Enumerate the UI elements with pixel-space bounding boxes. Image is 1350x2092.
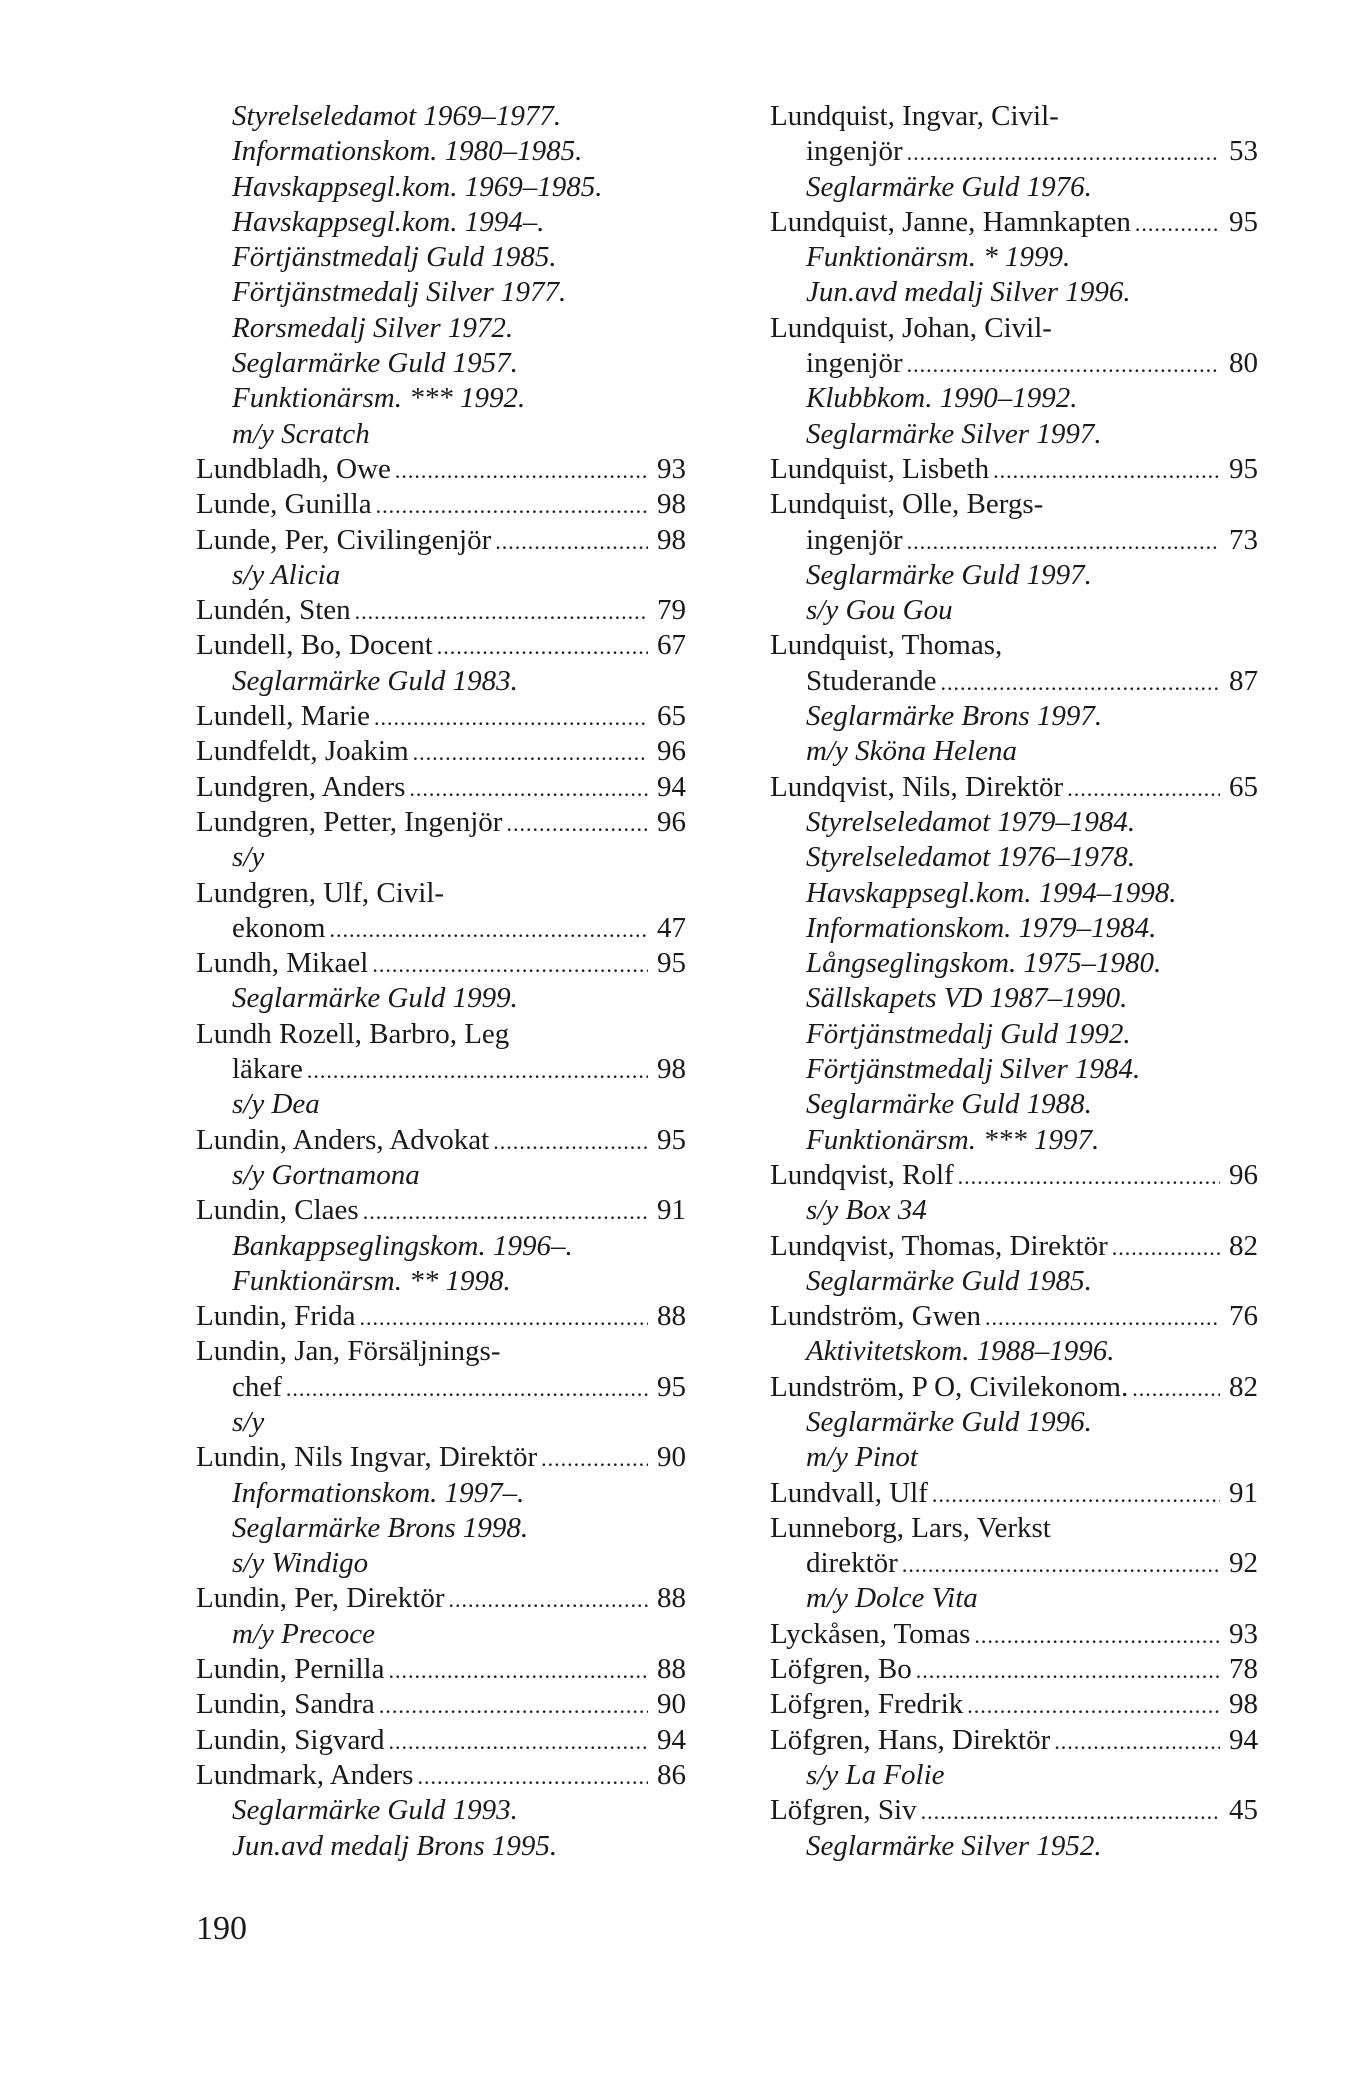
dot-leader: [395, 453, 648, 488]
dot-leader: [437, 629, 648, 664]
entry-text: Lundmark, Anders: [196, 1758, 414, 1791]
entry-text: Bankappseglingskom. 1996–.: [232, 1229, 573, 1262]
entry-text: Lundqvist, Nils, Direktör: [770, 770, 1064, 803]
entry-text: Informationskom. 1979–1984.: [806, 911, 1157, 944]
entry-note: [770, 734, 1258, 769]
dot-leader: [541, 1441, 648, 1476]
entry-text: Lundin, Anders, Advokat: [196, 1123, 490, 1156]
entry-text: Lundquist, Ingvar, Civil-: [770, 100, 1059, 132]
entry-text: Lundgren, Anders: [196, 770, 406, 803]
dot-leader: [902, 1547, 1220, 1582]
dot-leader: [940, 665, 1220, 700]
dot-leader: [967, 1688, 1220, 1723]
index-entry: [196, 1123, 686, 1158]
entry-page-ref: 47: [657, 911, 686, 944]
entry-note: [770, 946, 1258, 981]
entry-text: Lunde, Gunilla: [196, 488, 372, 521]
entry-text: Seglarmärke Silver 1952.: [806, 1829, 1102, 1862]
dot-leader: [379, 1688, 648, 1723]
entry-page-ref: 82: [1229, 1370, 1258, 1403]
entry-note: [770, 240, 1258, 275]
entry-page-ref: 76: [1229, 1300, 1258, 1333]
entry-page-ref: 67: [657, 629, 686, 662]
dot-leader: [409, 771, 648, 806]
entry-page-ref: 98: [657, 488, 686, 521]
entry-text: Lundell, Marie: [196, 700, 370, 733]
entry-name-wrapped: [196, 1017, 686, 1052]
entry-note: [770, 1440, 1258, 1475]
entry-note: [770, 981, 1258, 1016]
entry-text: ingenjör: [806, 347, 903, 380]
entry-note: [196, 1829, 686, 1864]
entry-text: Havskappsegl.kom. 1994–1998.: [806, 876, 1177, 909]
dot-leader: [907, 135, 1220, 170]
index-entry: [770, 1158, 1258, 1193]
entry-note: [196, 558, 686, 593]
entry-text: Lundin, Claes: [196, 1194, 359, 1227]
entry-note: [770, 558, 1258, 593]
entry-text: Lundqvist, Thomas, Direktör: [770, 1229, 1108, 1262]
index-entry: [196, 770, 686, 805]
entry-text: Styrelseledamot 1969–1977.: [232, 100, 562, 132]
index-column-left: [196, 99, 686, 1864]
entry-text: Lundell, Bo, Docent: [196, 629, 433, 662]
index-entry: [770, 205, 1258, 240]
entry-text: Lundquist, Thomas,: [770, 629, 1003, 662]
page-number: 190: [196, 1910, 247, 1947]
entry-text: Lundvall, Ulf: [770, 1476, 928, 1509]
entry-text: s/y Windigo: [232, 1547, 369, 1580]
entry-name-wrapped: [770, 99, 1258, 134]
dot-leader: [388, 1653, 648, 1688]
dot-leader: [372, 947, 648, 982]
dot-leader: [974, 1618, 1220, 1653]
entry-note: [770, 1052, 1258, 1087]
entry-text: Havskappsegl.kom. 1994–.: [232, 205, 545, 238]
entry-note: [770, 1758, 1258, 1793]
entry-note: [196, 1511, 686, 1546]
dot-leader: [449, 1582, 648, 1617]
entry-text: Lundin, Jan, Försäljnings-: [196, 1335, 501, 1368]
entry-text: Lundgren, Ulf, Civil-: [196, 876, 445, 909]
index-entry: [196, 699, 686, 734]
entry-page-ref: 53: [1229, 135, 1258, 168]
entry-text: chef: [232, 1370, 282, 1403]
entry-note: [770, 1087, 1258, 1122]
entry-text: Förtjänstmedalj Guld 1985.: [232, 241, 557, 274]
entry-text: m/y Scratch: [232, 417, 370, 450]
dot-leader: [1112, 1230, 1220, 1265]
entry-note: [196, 1793, 686, 1828]
index-entry: [196, 734, 686, 769]
entry-note: [770, 911, 1258, 946]
entry-page-ref: 82: [1229, 1229, 1258, 1262]
entry-text: Lyckåsen, Tomas: [770, 1617, 971, 1650]
entry-page-ref: 90: [657, 1441, 686, 1474]
entry-page-ref: 79: [657, 594, 686, 627]
index-entry: [770, 1476, 1258, 1511]
entry-text: Seglarmärke Guld 1985.: [806, 1264, 1092, 1297]
entry-text: Styrelseledamot 1976–1978.: [806, 841, 1136, 874]
entry-text: Lundström, Gwen: [770, 1300, 982, 1333]
dot-leader: [932, 1477, 1220, 1512]
entry-text: Lundh Rozell, Barbro, Leg: [196, 1017, 510, 1050]
dot-leader: [495, 524, 648, 559]
entry-note: [770, 1123, 1258, 1158]
entry-continuation: [196, 1370, 686, 1405]
entry-text: Lundström, P O, Civilekonom.: [770, 1370, 1129, 1403]
dot-leader: [307, 1053, 648, 1088]
index-entry: [770, 1793, 1258, 1828]
index-entry: [196, 1758, 686, 1793]
dot-leader: [417, 1759, 648, 1794]
entry-page-ref: 98: [1229, 1688, 1258, 1721]
entry-page-ref: 95: [657, 1370, 686, 1403]
index-entry: [196, 1581, 686, 1616]
entry-note: [196, 664, 686, 699]
entry-text: Seglarmärke Guld 1999.: [232, 982, 518, 1015]
entry-text: Aktivitetskom. 1988–1996.: [806, 1335, 1115, 1368]
entry-note: [770, 1829, 1258, 1864]
dot-leader: [413, 735, 648, 770]
dot-leader: [916, 1653, 1220, 1688]
entry-name-wrapped: [770, 487, 1258, 522]
entry-text: Jun.avd medalj Brons 1995.: [232, 1829, 558, 1862]
dot-leader: [921, 1794, 1220, 1829]
entry-continuation: [770, 346, 1258, 381]
entry-note: [770, 275, 1258, 310]
entry-page-ref: 93: [1229, 1617, 1258, 1650]
entry-text: Långseglingskom. 1975–1980.: [806, 947, 1162, 980]
entry-name-wrapped: [770, 628, 1258, 663]
entry-note: [770, 1581, 1258, 1616]
dot-leader: [329, 912, 648, 947]
index-entry: [196, 452, 686, 487]
entry-text: Lundén, Sten: [196, 594, 351, 627]
entry-text: Seglarmärke Guld 1957.: [232, 347, 518, 380]
entry-text: Seglarmärke Guld 1988.: [806, 1088, 1092, 1121]
entry-note: [196, 205, 686, 240]
entry-text: m/y Pinot: [806, 1441, 918, 1474]
entry-text: s/y: [232, 841, 265, 874]
entry-text: Löfgren, Bo: [770, 1653, 912, 1686]
entry-page-ref: 95: [657, 947, 686, 980]
dot-leader: [1067, 771, 1220, 806]
entry-text: Lundin, Pernilla: [196, 1653, 385, 1686]
entry-note: [770, 840, 1258, 875]
entry-page-ref: 92: [1229, 1547, 1258, 1580]
entry-text: m/y Precoce: [232, 1617, 376, 1650]
entry-text: Lundquist, Janne, Hamnkapten: [770, 205, 1131, 238]
entry-note: [770, 593, 1258, 628]
entry-page-ref: 88: [657, 1300, 686, 1333]
entry-text: Sällskapets VD 1987–1990.: [806, 982, 1128, 1015]
index-entry: [770, 1617, 1258, 1652]
entry-text: s/y Alicia: [232, 558, 341, 591]
entry-text: s/y La Folie: [806, 1758, 945, 1791]
entry-note: [770, 170, 1258, 205]
entry-note: [196, 1158, 686, 1193]
entry-page-ref: 94: [657, 1723, 686, 1756]
entry-text: s/y Gou Gou: [806, 594, 953, 627]
index-entry: [770, 770, 1258, 805]
index-entry: [196, 628, 686, 663]
entry-note: [196, 1476, 686, 1511]
entry-text: Funktionärsm. ** 1998.: [232, 1264, 511, 1297]
entry-name-wrapped: [196, 1334, 686, 1369]
dot-leader: [985, 1300, 1220, 1335]
entry-note: [196, 381, 686, 416]
entry-text: Seglarmärke Guld 1997.: [806, 558, 1092, 591]
entry-text: Förtjänstmedalj Guld 1992.: [806, 1017, 1131, 1050]
entry-text: m/y Dolce Vita: [806, 1582, 978, 1615]
entry-note: [770, 699, 1258, 734]
entry-text: Lundquist, Johan, Civil-: [770, 311, 1052, 344]
entry-text: Seglarmärke Guld 1983.: [232, 664, 518, 697]
entry-page-ref: 95: [657, 1123, 686, 1156]
index-column-right: [770, 99, 1258, 1864]
entry-text: direktör: [806, 1547, 898, 1580]
entry-text: Lundh, Mikael: [196, 947, 369, 980]
entry-text: ingenjör: [806, 523, 903, 556]
dot-leader: [958, 1159, 1220, 1194]
index-entry: [770, 1652, 1258, 1687]
dot-leader: [363, 1194, 648, 1229]
entry-note: [196, 417, 686, 452]
entry-text: Havskappsegl.kom. 1969–1985.: [232, 170, 603, 203]
entry-continuation: [770, 664, 1258, 699]
entry-text: Styrelseledamot 1979–1984.: [806, 805, 1136, 838]
dot-leader: [493, 1124, 648, 1159]
entry-page-ref: 94: [657, 770, 686, 803]
entry-text: Lundin, Per, Direktör: [196, 1582, 445, 1615]
entry-page-ref: 86: [657, 1758, 686, 1791]
entry-note: [196, 1087, 686, 1122]
dot-leader: [360, 1300, 649, 1335]
entry-note: [770, 1405, 1258, 1440]
entry-page-ref: 78: [1229, 1653, 1258, 1686]
entry-continuation: [770, 134, 1258, 169]
entry-text: ekonom: [232, 911, 326, 944]
entry-name-wrapped: [770, 311, 1258, 346]
entry-text: Lundin, Nils Ingvar, Direktör: [196, 1441, 538, 1474]
entry-note: [196, 311, 686, 346]
entry-note: [196, 1617, 686, 1652]
entry-text: Förtjänstmedalj Silver 1984.: [806, 1053, 1141, 1086]
entry-page-ref: 90: [657, 1688, 686, 1721]
index-entry: [196, 593, 686, 628]
entry-text: Löfgren, Siv: [770, 1794, 917, 1827]
index-entry: [196, 1440, 686, 1475]
dot-leader: [376, 488, 648, 523]
dot-leader: [993, 453, 1220, 488]
index-entry: [770, 1723, 1258, 1758]
entry-text: Informationskom. 1997–.: [232, 1476, 525, 1509]
dot-leader: [374, 700, 648, 735]
entry-continuation: [770, 1546, 1258, 1581]
entry-text: Studerande: [806, 664, 937, 697]
entry-note: [770, 876, 1258, 911]
entry-page-ref: 96: [657, 805, 686, 838]
entry-page-ref: 96: [657, 735, 686, 768]
entry-name-wrapped: [196, 876, 686, 911]
dot-leader: [286, 1371, 648, 1406]
entry-text: Löfgren, Hans, Direktör: [770, 1723, 1051, 1756]
entry-page-ref: 88: [657, 1582, 686, 1615]
entry-continuation: [196, 911, 686, 946]
entry-page-ref: 73: [1229, 523, 1258, 556]
entry-text: Seglarmärke Guld 1993.: [232, 1794, 518, 1827]
entry-text: Lundbladh, Owe: [196, 452, 391, 485]
entry-page-ref: 95: [1229, 452, 1258, 485]
entry-text: Löfgren, Fredrik: [770, 1688, 964, 1721]
entry-text: Lundfeldt, Joakim: [196, 735, 409, 768]
entry-text: s/y: [232, 1405, 265, 1438]
entry-text: s/y Gortnamona: [232, 1158, 420, 1191]
entry-note: [770, 1264, 1258, 1299]
entry-text: Funktionärsm. * 1999.: [806, 241, 1071, 274]
entry-note: [196, 1264, 686, 1299]
entry-page-ref: 87: [1229, 664, 1258, 697]
entry-note: [196, 170, 686, 205]
entry-page-ref: 95: [1229, 205, 1258, 238]
index-entry: [770, 1687, 1258, 1722]
entry-text: Lundquist, Olle, Bergs-: [770, 488, 1044, 521]
entry-text: Lunde, Per, Civilingenjör: [196, 523, 492, 556]
entry-page-ref: 93: [657, 452, 686, 485]
entry-text: Seglarmärke Guld 1996.: [806, 1405, 1092, 1438]
entry-page-ref: 65: [657, 700, 686, 733]
entry-text: m/y Sköna Helena: [806, 735, 1017, 768]
entry-page-ref: 65: [1229, 770, 1258, 803]
entry-text: Lundquist, Lisbeth: [770, 452, 990, 485]
dot-leader: [389, 1724, 649, 1759]
index-entry: [196, 1652, 686, 1687]
entry-page-ref: 91: [1229, 1476, 1258, 1509]
entry-note: [196, 240, 686, 275]
entry-page-ref: 96: [1229, 1158, 1258, 1191]
index-entry: [770, 1299, 1258, 1334]
index-entry: [196, 487, 686, 522]
index-entry: [770, 1370, 1258, 1405]
entry-note: [196, 981, 686, 1016]
dot-leader: [1054, 1724, 1220, 1759]
entry-text: s/y Dea: [232, 1088, 320, 1121]
dot-leader: [907, 524, 1220, 559]
entry-note: [196, 275, 686, 310]
entry-note: [770, 1193, 1258, 1228]
entry-text: Förtjänstmedalj Silver 1977.: [232, 276, 567, 309]
entry-text: Lundin, Sigvard: [196, 1723, 385, 1756]
dot-leader: [1132, 1371, 1220, 1406]
entry-text: Seglarmärke Silver 1997.: [806, 417, 1102, 450]
entry-note: [770, 1017, 1258, 1052]
entry-page-ref: 94: [1229, 1723, 1258, 1756]
entry-text: Funktionärsm. *** 1992.: [232, 382, 526, 415]
entry-text: Funktionärsm. *** 1997.: [806, 1123, 1100, 1156]
dot-leader: [1135, 206, 1220, 241]
index-entry: [196, 523, 686, 558]
entry-note: [770, 1334, 1258, 1369]
dot-leader: [355, 594, 648, 629]
entry-text: läkare: [232, 1053, 303, 1086]
index-entry: [196, 1723, 686, 1758]
index-entry: [196, 1193, 686, 1228]
entry-page-ref: 91: [657, 1194, 686, 1227]
entry-page-ref: 80: [1229, 347, 1258, 380]
entry-page-ref: 98: [657, 523, 686, 556]
entry-note: [196, 99, 686, 134]
entry-text: s/y Box 34: [806, 1194, 927, 1227]
entry-text: Lunneborg, Lars, Verkst: [770, 1511, 1051, 1544]
entry-text: Lundgren, Petter, Ingenjör: [196, 805, 503, 838]
entry-text: Seglarmärke Brons 1998.: [232, 1511, 529, 1544]
entry-text: Informationskom. 1980–1985.: [232, 135, 583, 168]
entry-text: Seglarmärke Guld 1976.: [806, 170, 1092, 203]
entry-text: Lundin, Sandra: [196, 1688, 375, 1721]
entry-text: Seglarmärke Brons 1997.: [806, 700, 1103, 733]
index-entry: [196, 946, 686, 981]
entry-text: Jun.avd medalj Silver 1996.: [806, 276, 1131, 309]
index-entry: [770, 452, 1258, 487]
index-entry: [196, 1299, 686, 1334]
entry-text: Lundqvist, Rolf: [770, 1158, 954, 1191]
dot-leader: [907, 347, 1220, 382]
entry-text: Lundin, Frida: [196, 1300, 356, 1333]
entry-note: [196, 1229, 686, 1264]
entry-continuation: [770, 523, 1258, 558]
dot-leader: [506, 806, 648, 841]
entry-note: [196, 1546, 686, 1581]
index-entry: [196, 1687, 686, 1722]
index-entry: [196, 805, 686, 840]
entry-text: Klubbkom. 1990–1992.: [806, 382, 1078, 415]
entry-note: [196, 840, 686, 875]
entry-text: ingenjör: [806, 135, 903, 168]
entry-note: [196, 346, 686, 381]
entry-page-ref: 45: [1229, 1794, 1258, 1827]
entry-name-wrapped: [770, 1511, 1258, 1546]
entry-note: [196, 134, 686, 169]
entry-note: [770, 417, 1258, 452]
entry-note: [196, 1405, 686, 1440]
entry-note: [770, 381, 1258, 416]
entry-continuation: [196, 1052, 686, 1087]
entry-text: Rorsmedalj Silver 1972.: [232, 311, 514, 344]
entry-note: [770, 805, 1258, 840]
entry-page-ref: 98: [657, 1053, 686, 1086]
index-entry: [770, 1229, 1258, 1264]
entry-page-ref: 88: [657, 1653, 686, 1686]
